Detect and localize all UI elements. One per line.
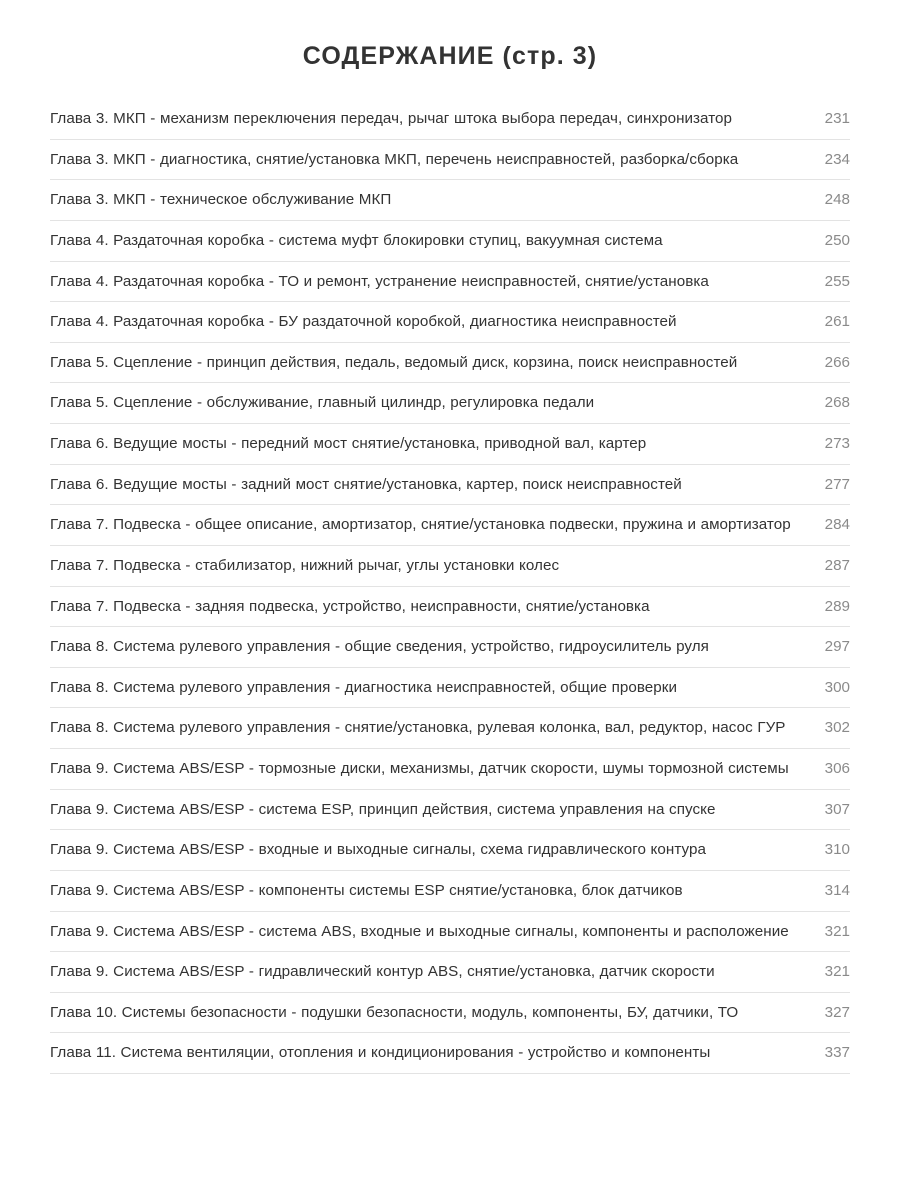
toc-entry-page-number: 289 [824,597,850,615]
page-title: СОДЕРЖАНИЕ (стр. 3) [302,42,598,70]
toc-entry-label: Глава 11. Система вентиляции, отопления и кондиционирования - устройство и компоненты [50,1044,711,1062]
toc-entry-page-number: 266 [824,353,850,371]
toc-entry-page-number: 302 [824,719,850,737]
toc-entry[interactable] [50,708,850,749]
toc-entry-label: Глава 8. Система рулевого управления - диагностика неисправностей, общие проверки [50,678,678,696]
toc-entry-page-number: 284 [824,516,850,534]
toc-entry-page-number: 307 [824,800,850,818]
toc-entry[interactable] [50,587,850,628]
toc-entry[interactable] [50,262,850,303]
toc-entry[interactable] [50,790,850,831]
toc-entry-label: Глава 9. Система ABS/ESP - входные и выходные сигналы, схема гидравлического контура [50,841,706,859]
toc-entry[interactable] [50,952,850,993]
toc-list [50,99,850,1074]
toc-entry-page-number: 273 [824,435,850,452]
toc-entry-label: Глава 4. Раздаточная коробка - БУ раздаточной коробкой, диагностика неисправностей [50,313,677,331]
toc-entry[interactable] [50,505,850,546]
toc-entry[interactable] [50,99,850,140]
toc-entry-page-number: 300 [824,678,850,696]
toc-entry[interactable] [50,546,850,587]
toc-entry-label: Глава 7. Подвеска - общее описание, амортизатор, снятие/установка подвески, пружина и амортизатор [50,516,791,534]
toc-entry-page-number: 327 [824,1003,850,1021]
toc-entry-label: Глава 9. Система ABS/ESP - гидравлический контур ABS, снятие/установка, датчик скорости [50,963,715,981]
toc-entry[interactable] [50,871,850,912]
toc-entry-page-number: 310 [824,841,850,859]
toc-entry-label: Глава 5. Сцепление - принцип действия, педаль, ведомый диск, корзина, поиск неисправностей [50,353,738,371]
toc-entry[interactable] [50,180,850,221]
toc-entry-label: Глава 3. МКП - техническое обслуживание МКП [50,191,392,209]
toc-entry-page-number: 255 [824,272,850,290]
toc-entry-page-number: 287 [824,556,850,574]
toc-entry[interactable] [50,140,850,181]
toc-entry[interactable] [50,465,850,506]
toc-entry-page-number: 314 [824,881,850,899]
toc-entry-label: Глава 9. Система ABS/ESP - система ABS, входные и выходные сигналы, компоненты и расположение [50,922,789,940]
toc-entry[interactable] [50,830,850,871]
toc-entry-label: Глава 6. Ведущие мосты - задний мост снятие/установка, картер, поиск неисправностей [50,475,682,493]
toc-entry[interactable] [50,302,850,343]
toc-entry-label: Глава 8. Система рулевого управления - общие сведения, устройство, гидроусилитель руля [50,638,709,656]
toc-entry[interactable] [50,749,850,790]
toc-entry-label: Глава 7. Подвеска - задняя подвеска, устройство, неисправности, снятие/установка [50,597,650,615]
toc-entry-label: Глава 9. Система ABS/ESP - компоненты системы ESP снятие/установка, блок датчиков [50,881,683,899]
toc-entry-page-number: 297 [824,638,850,656]
toc-entry-page-number: 321 [824,922,850,940]
toc-entry-label: Глава 6. Ведущие мосты - передний мост снятие/установка, приводной вал, картер [50,435,647,452]
toc-entry-label: Глава 9. Система ABS/ESP - тормозные диски, механизмы, датчик скорости, шумы тормозной системы [50,760,789,777]
toc-entry-page-number: 337 [824,1044,850,1062]
toc-entry[interactable] [50,221,850,262]
toc-entry-label: Глава 5. Сцепление - обслуживание, главный цилиндр, регулировка педали [50,394,595,412]
toc-entry-page-number: 231 [824,110,850,127]
toc-entry-page-number: 268 [824,394,850,412]
toc-entry[interactable] [50,424,850,465]
toc-entry[interactable] [50,993,850,1034]
toc-entry-label: Глава 4. Раздаточная коробка - система муфт блокировки ступиц, вакуумная система [50,231,663,249]
toc-entry-label: Глава 7. Подвеска - стабилизатор, нижний рычаг, углы установки колес [50,556,560,574]
toc-entry[interactable] [50,383,850,424]
toc-entry[interactable] [50,912,850,953]
toc-entry-page-number: 261 [824,313,850,331]
toc-entry-label: Глава 9. Система ABS/ESP - система ESP, принцип действия, система управления на спуске [50,800,716,818]
toc-entry[interactable] [50,627,850,668]
toc-entry-label: Глава 3. МКП - механизм переключения передач, рычаг штока выбора передач, синхронизатор [50,110,733,127]
toc-entry-label: Глава 4. Раздаточная коробка - ТО и ремонт, устранение неисправностей, снятие/установка [50,272,709,290]
toc-entry-page-number: 248 [824,191,850,209]
toc-entry-label: Глава 3. МКП - диагностика, снятие/установка МКП, перечень неисправностей, разборка/сборка [50,150,739,168]
toc-entry-label: Глава 10. Системы безопасности - подушки безопасности, модуль, компоненты, БУ, датчики, ТО [50,1003,739,1021]
toc-entry[interactable] [50,343,850,384]
toc-entry-page-number: 277 [824,475,850,493]
toc-entry-page-number: 321 [824,963,850,981]
toc-entry-page-number: 250 [824,231,850,249]
toc-entry[interactable] [50,668,850,709]
toc-entry[interactable] [50,1033,850,1074]
toc-entry-label: Глава 8. Система рулевого управления - снятие/установка, рулевая колонка, вал, редуктор, насос ГУР [50,719,786,737]
toc-entry-page-number: 234 [824,150,850,168]
toc-entry-page-number: 306 [824,760,850,777]
